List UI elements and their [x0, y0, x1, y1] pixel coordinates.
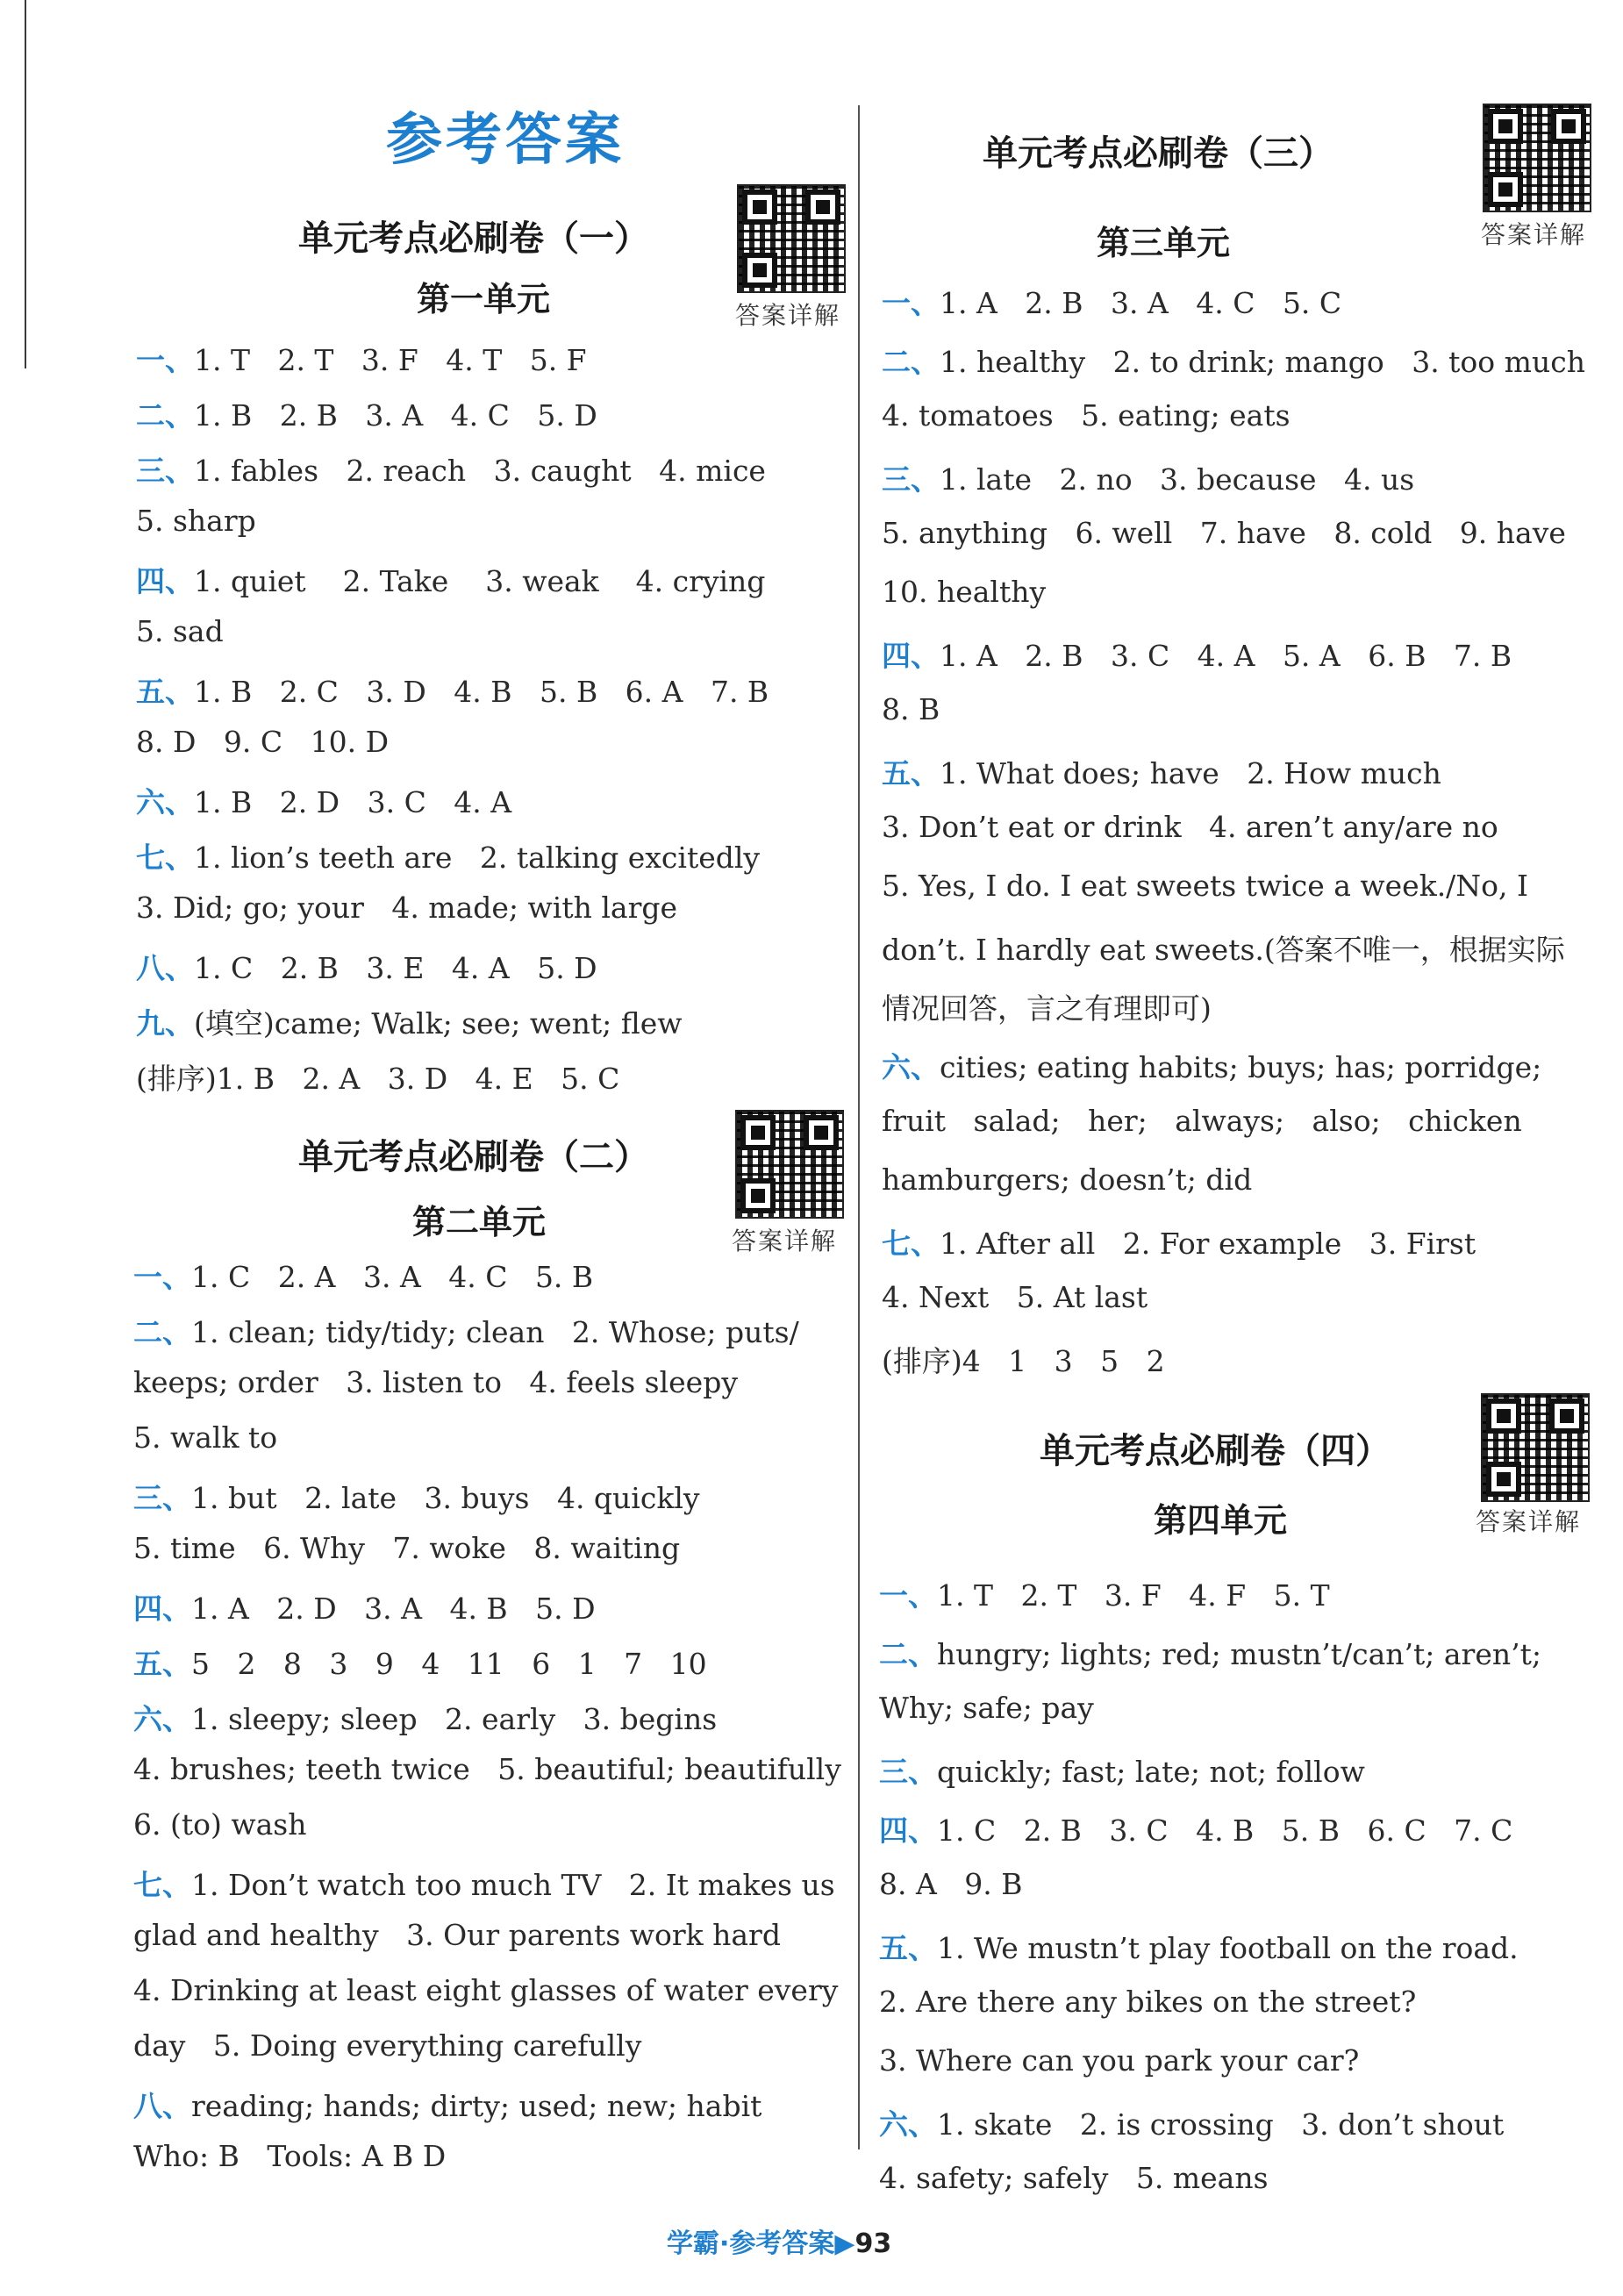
answer-text: 4. Drinking at least eight glasses of water every	[133, 1973, 839, 2007]
answer-text: 1. quiet 2. Take 3. weak 4. crying	[194, 564, 766, 598]
answer-line	[879, 1749, 1365, 1791]
answer-line	[879, 1867, 1023, 1901]
question-number: 三、	[136, 454, 194, 488]
answer-text: 1. clean; tidy/tidy; clean 2. Whose; puts/	[191, 1315, 799, 1349]
question-number: 五、	[133, 1647, 191, 1681]
answer-text: 4. tomatoes 5. eating; eats	[882, 398, 1291, 433]
answer-text: Why; safe; pay	[879, 1691, 1094, 1725]
answer-line	[136, 669, 769, 711]
answer-line	[879, 2043, 1359, 2078]
answer-text: (排序)4 1 3 5 2	[882, 1344, 1165, 1378]
answer-text: 1. What does; have 2. How much	[940, 756, 1441, 790]
answer-line	[882, 340, 1585, 381]
question-number: 二、	[136, 398, 194, 433]
answer-text: (排序)1. B 2. A 3. D 4. E 5. C	[136, 1062, 620, 1096]
answer-line	[133, 1918, 781, 1952]
answer-line	[133, 1642, 707, 1683]
qr-code-2[interactable]	[735, 1110, 844, 1219]
answer-line	[882, 869, 1528, 903]
answer-line	[882, 927, 1565, 969]
answer-text: 1. lion’s teeth are 2. talking excitedly	[194, 840, 761, 875]
answer-line	[882, 1221, 1476, 1262]
qr-caption-2: 答案详解	[732, 1227, 838, 1255]
section-title-1: 单元考点必刷卷（一）	[298, 218, 649, 259]
question-number: 四、	[882, 639, 940, 673]
section-title-2: 单元考点必刷卷（二）	[298, 1137, 649, 1177]
answer-line	[136, 559, 765, 600]
answer-text: 1. B 2. B 3. A 4. C 5. D	[194, 398, 597, 433]
answer-text: 5. sad	[136, 614, 224, 648]
question-number: 七、	[133, 1868, 191, 1902]
question-number: 七、	[136, 840, 194, 875]
answer-text: 1. Don’t watch too much TV 2. It makes us	[191, 1868, 835, 1902]
answer-line	[136, 891, 677, 925]
answer-text: 4. brushes; teeth twice 5. beautiful; beautifully	[133, 1752, 841, 1786]
answer-line	[882, 281, 1341, 322]
answer-line	[879, 1926, 1519, 1967]
answer-text: day 5. Doing everything carefully	[133, 2028, 642, 2063]
answer-line	[133, 1420, 277, 1455]
answer-text: 1. skate 2. is crossing 3. don’t shout	[937, 2107, 1505, 2142]
answer-text: hamburgers; doesn’t; did	[882, 1162, 1253, 1197]
answer-text: 8. A 9. B	[879, 1867, 1023, 1901]
question-number: 一、	[882, 286, 940, 320]
qr-caption-4: 答案详解	[1476, 1507, 1582, 1536]
answer-text: 8. D 9. C 10. D	[136, 725, 390, 759]
answer-text: 3. Did; go; your 4. made; with large	[136, 891, 677, 925]
question-number: 五、	[136, 675, 194, 709]
answer-text: 3. Where can you park your car?	[879, 2043, 1360, 2078]
answer-line	[136, 835, 760, 876]
answer-line	[133, 2139, 446, 2173]
answer-line	[136, 448, 766, 490]
answer-text: Who: B Tools: A B D	[133, 2139, 447, 2173]
answer-text: 1. B 2. D 3. C 4. A	[194, 785, 512, 819]
answer-line	[136, 946, 597, 987]
answer-text: 1. After all 2. For example 3. First	[940, 1227, 1476, 1261]
answer-text: keeps; order 3. listen to 4. feels sleepy	[133, 1365, 738, 1399]
answer-text: 5 2 8 3 9 4 11 6 1 7 10	[191, 1647, 707, 1681]
answer-line	[882, 516, 1566, 550]
answer-line	[133, 1863, 835, 1904]
answer-line	[879, 2102, 1504, 2143]
answer-line	[136, 614, 224, 648]
answer-text: 情况回答，言之有理即可)	[882, 991, 1212, 1026]
answer-line	[879, 1691, 1094, 1725]
answer-line	[882, 986, 1212, 1027]
answer-line	[133, 2028, 641, 2063]
answer-line	[133, 1531, 680, 1565]
answer-line	[133, 2084, 761, 2125]
answer-text: 5. time 6. Why 7. woke 8. waiting	[133, 1531, 681, 1565]
page-title: 参考答案	[386, 108, 625, 173]
answer-text: 1. late 2. no 3. because 4. us	[940, 462, 1415, 497]
answer-text: 2. Are there any bikes on the street?	[879, 1985, 1417, 2019]
page-footer	[667, 2221, 891, 2260]
answer-line	[133, 1807, 306, 1842]
answer-text: hungry; lights; red; mustn’t/can’t; aren’t;	[937, 1637, 1541, 1671]
answer-line	[136, 1056, 619, 1098]
question-number: 七、	[882, 1227, 940, 1261]
answer-text: don’t. I hardly eat sweets.(答案不唯一，根据实际	[882, 933, 1565, 967]
answer-text: 1. B 2. C 3. D 4. B 5. B 6. A 7. B	[194, 675, 769, 709]
answer-line	[882, 1339, 1165, 1380]
footer-brand: 学霸·参考答案	[667, 2228, 835, 2259]
answer-text: 1. healthy 2. to drink; mango 3. too much	[940, 345, 1585, 379]
column-divider	[858, 105, 860, 2149]
section-title-4: 单元考点必刷卷（四）	[1040, 1431, 1391, 1471]
answer-text: quickly; fast; late; not; follow	[937, 1755, 1365, 1789]
qr-caption-3: 答案详解	[1481, 220, 1587, 249]
answer-text: 1. C 2. A 3. A 4. C 5. B	[191, 1260, 594, 1294]
answer-line	[882, 633, 1512, 675]
question-number: 六、	[882, 1050, 940, 1084]
question-number: 六、	[879, 2107, 937, 2142]
answer-text: 1. but 2. late 3. buys 4. quickly	[191, 1481, 700, 1515]
answer-text: 1. sleepy; sleep 2. early 3. begins	[191, 1702, 718, 1736]
answer-text: 5. anything 6. well 7. have 8. cold 9. have	[882, 516, 1566, 550]
section-sub-2: 第二单元	[412, 1203, 547, 1241]
answer-line	[882, 1280, 1148, 1314]
answer-line	[879, 1573, 1330, 1614]
question-number: 三、	[133, 1481, 191, 1515]
answer-line	[133, 1752, 841, 1786]
answer-text: 1. A 2. D 3. A 4. B 5. D	[191, 1591, 596, 1626]
question-number: 二、	[133, 1315, 191, 1349]
answer-text: 5. sharp	[136, 504, 256, 538]
section-sub-4: 第四单元	[1154, 1501, 1288, 1540]
answer-line	[136, 1001, 683, 1042]
page-edge-line	[25, 0, 26, 368]
answer-line	[136, 725, 389, 759]
answer-text: 1. C 2. B 3. C 4. B 5. B 6. C 7. C	[937, 1813, 1513, 1848]
answer-line	[136, 504, 256, 538]
answer-line	[882, 1045, 1541, 1086]
answer-line	[882, 398, 1291, 433]
answer-line	[882, 1162, 1252, 1197]
answer-line	[882, 1104, 1522, 1138]
answer-line	[133, 1255, 593, 1296]
answer-line	[133, 1586, 596, 1627]
question-number: 六、	[136, 785, 194, 819]
answer-text: glad and healthy 3. Our parents work hard	[133, 1918, 781, 1952]
question-number: 八、	[136, 951, 194, 985]
answer-text: fruit salad; her; always; also; chicken	[882, 1104, 1522, 1138]
question-number: 一、	[133, 1260, 191, 1294]
answer-text: reading; hands; dirty; used; new; habit	[191, 2089, 762, 2123]
qr-code-4[interactable]	[1481, 1393, 1590, 1502]
section-title-3: 单元考点必刷卷（三）	[983, 133, 1333, 174]
answer-line	[882, 457, 1414, 498]
qr-code-3[interactable]	[1483, 104, 1591, 212]
answer-text: 4. Next 5. At last	[882, 1280, 1148, 1314]
question-number: 五、	[879, 1931, 937, 1965]
answer-line	[133, 1476, 700, 1517]
answer-line	[879, 2161, 1269, 2195]
question-number: 九、	[136, 1006, 194, 1041]
answer-text: 1. C 2. B 3. E 4. A 5. D	[194, 951, 597, 985]
question-number: 五、	[882, 756, 940, 790]
answer-text: 4. safety; safely 5. means	[879, 2161, 1269, 2195]
question-number: 一、	[136, 343, 194, 377]
section-sub-1: 第一单元	[417, 280, 551, 318]
answer-line	[133, 1973, 838, 2007]
answer-text: 10. healthy	[882, 575, 1047, 609]
question-number: 二、	[879, 1637, 937, 1671]
question-number: 八、	[133, 2089, 191, 2123]
answer-text: 3. Don’t eat or drink 4. aren’t any/are no	[882, 810, 1498, 844]
question-number: 四、	[879, 1813, 937, 1848]
answer-line	[136, 338, 587, 379]
section-sub-3: 第三单元	[1097, 224, 1231, 262]
qr-code-1[interactable]	[737, 184, 846, 293]
question-number: 四、	[136, 564, 194, 598]
answer-text: 1. A 2. B 3. A 4. C 5. C	[940, 286, 1342, 320]
answer-text: 1. fables 2. reach 3. caught 4. mice	[194, 454, 766, 488]
answer-line	[882, 575, 1046, 609]
answer-text: 8. B	[882, 692, 940, 726]
page-number: 93	[854, 2228, 892, 2259]
answer-text: cities; eating habits; buys; has; porridge;	[940, 1050, 1542, 1084]
question-number: 六、	[133, 1702, 191, 1736]
answer-text: (填空)came; Walk; see; went; flew	[194, 1006, 683, 1041]
answer-line	[136, 780, 511, 821]
question-number: 二、	[882, 345, 940, 379]
answer-text: 6. (to) wash	[133, 1807, 307, 1842]
answer-line	[133, 1697, 717, 1738]
answer-line	[879, 1985, 1416, 2019]
question-number: 三、	[882, 462, 940, 497]
answer-text: 1. A 2. B 3. C 4. A 5. A 6. B 7. B	[940, 639, 1512, 673]
answer-line	[882, 810, 1498, 844]
answer-text: 1. T 2. T 3. F 4. T 5. F	[194, 343, 587, 377]
answer-text: 5. walk to	[133, 1420, 278, 1455]
answer-line	[133, 1310, 799, 1351]
answer-line	[879, 1808, 1512, 1849]
answer-line	[882, 751, 1441, 792]
answer-text: 1. T 2. T 3. F 4. F 5. T	[937, 1578, 1330, 1613]
answer-line	[879, 1632, 1541, 1673]
question-number: 四、	[133, 1591, 191, 1626]
answer-line	[133, 1365, 738, 1399]
answer-line	[882, 692, 940, 726]
question-number: 三、	[879, 1755, 937, 1789]
question-number: 一、	[879, 1578, 937, 1613]
answer-text: 5. Yes, I do. I eat sweets twice a week./No, I	[882, 869, 1529, 903]
qr-caption-1: 答案详解	[735, 301, 841, 330]
footer-arrow-icon: ▶	[834, 2228, 855, 2259]
answer-line	[136, 393, 597, 434]
answer-text: 1. We mustn’t play football on the road.	[937, 1931, 1519, 1965]
